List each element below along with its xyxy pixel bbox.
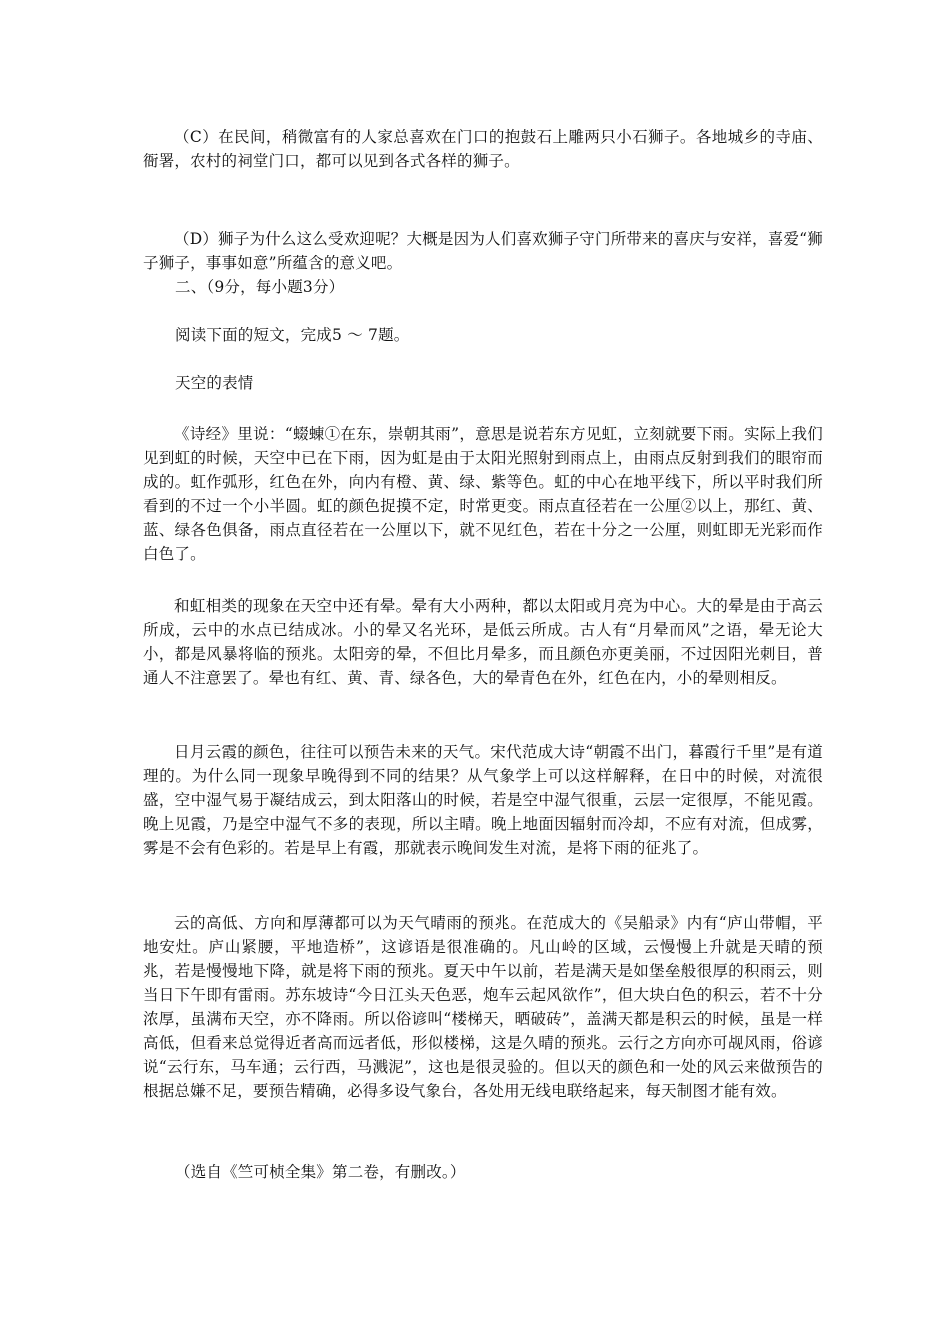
article-title: 天空的表情	[175, 374, 254, 392]
paragraph-d: （D）狮子为什么这么受欢迎呢？大概是因为人们喜欢狮子守门所带来的喜庆与安祥，喜爱“狮子狮子，事事如意”所蕴含的意义吧。	[143, 230, 823, 272]
source-citation: （选自《竺可桢全集》第二卷，有删改。）	[175, 1163, 466, 1181]
body-paragraph-4: 云的高低、方向和厚薄都可以为天气晴雨的预兆。在范成大的《吴船录》内有“庐山带帽，平地安灶。庐山紧腰，平地造桥”，这谚语是很准确的。凡山岭的区域，云慢慢上升就是天晴的预兆，若是慢慢地下降，就是将下雨的预兆。夏天中午以前，若是满天是如堡垒般很厚的积雨云，则当日下午即有雷雨。苏东坡诗“今日江头天色恶，炮车云起风欲作”，但大块白色的积云，若不十分浓厚，虽满布天空，亦不降雨。所以俗谚叫“楼梯天，晒破砖”，盖满天都是积云的时候，虽是一样高低，但看来总觉得近者高而远者低，形似楼梯，这是久晴的预兆。云行之方向亦可觇风雨，俗谚说“云行东，马车通；云行西，马溅泥”，这也是很灵验的。但以天的颜色和一处的风云来做预告的根据总嫌不足，要预告精确，必得多设气象台，各处用无线电联络起来，每天制图才能有效。	[143, 914, 823, 1100]
paragraph-c: （C）在民间，稍微富有的人家总喜欢在门口的抱鼓石上雕两只小石狮子。各地城乡的寺庙、衙署，农村的祠堂门口，都可以见到各式各样的狮子。	[143, 128, 823, 170]
section-heading: 二、（9分，每小题3分）	[175, 278, 345, 296]
instruction-text: 阅读下面的短文，完成5 ～ 7题。	[175, 326, 410, 344]
body-paragraph-2: 和虹相类的现象在天空中还有晕。晕有大小两种，都以太阳或月亮为中心。大的晕是由于高云所成，云中的水点已结成冰。小的晕又名光环，是低云所成。古人有“月晕而风”之语，晕无论大小，都是风暴将临的预兆。太阳旁的晕，不但比月晕多，而且颜色亦更美丽，不过因阳光刺目，普通人不注意罢了。晕也有红、黄、青、绿各色，大的晕青色在外，红色在内，小的晕则相反。	[143, 597, 823, 687]
body-paragraph-3: 日月云霞的颜色，往往可以预告未来的天气。宋代范成大诗“朝霞不出门，暮霞行千里”是有道理的。为什么同一现象早晚得到不同的结果？从气象学上可以这样解释，在日中的时候，对流很盛，空中湿气易于凝结成云，到太阳落山的时候，若是空中湿气很重，云层一定很厚，不能见霞。晚上见霞，乃是空中湿气不多的表现，所以主晴。晚上地面因辐射而冷却，不应有对流，但成雾，雾是不会有色彩的。若是早上有霞，那就表示晚间发生对流，是将下雨的征兆了。	[143, 743, 823, 857]
body-paragraph-1: 《诗经》里说：“蝃蝀①在东，崇朝其雨”，意思是说若东方见虹，立刻就要下雨。实际上我们见到虹的时候，天空中已在下雨，因为虹是由于太阳光照射到雨点上，由雨点反射到我们的眼帘而成的。虹作弧形，红色在外，向内有橙、黄、绿、紫等色。虹的中心在地平线下，所以平时我们所看到的不过一个小半圆。虹的颜色捉摸不定，时常更变。雨点直径若在一公厘②以上，那红、黄、蓝、绿各色俱备，雨点直径若在一公厘以下，就不见红色，若在十分之一公厘，则虹即无光彩而作白色了。	[143, 425, 823, 563]
